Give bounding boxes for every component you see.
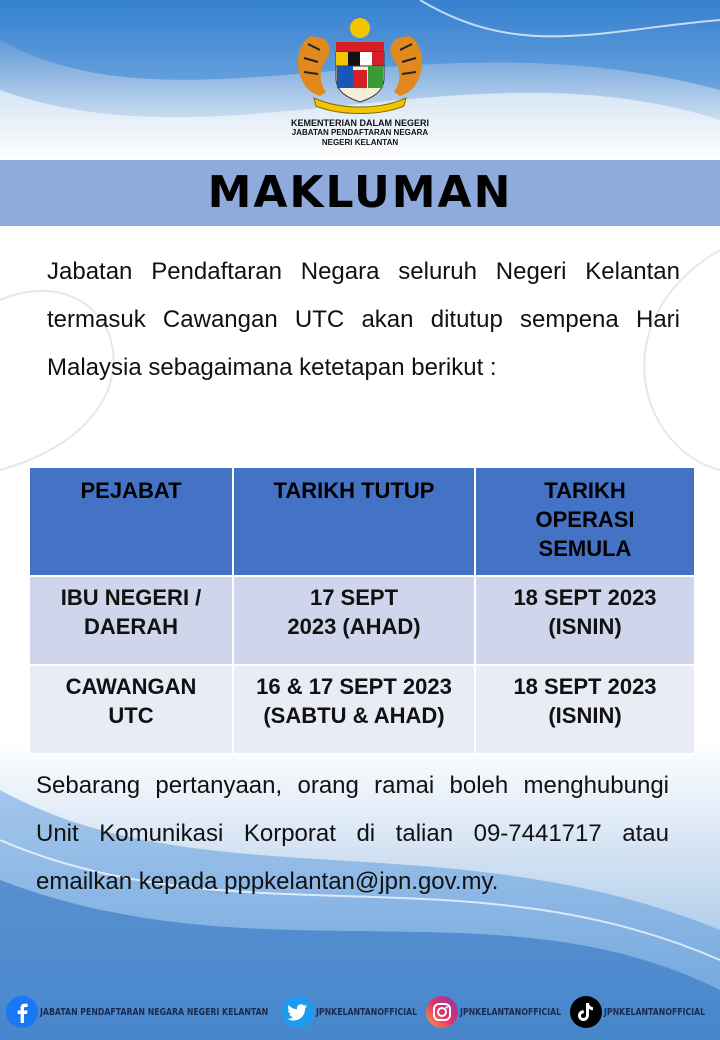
reopening-date-cell: 18 SEPT 2023 (ISNIN) <box>475 576 695 665</box>
tiktok-label: JPNKELANTANOFFICIAL <box>604 1006 706 1018</box>
closing-date-cell: 16 & 17 SEPT 2023 (SABTU & AHAD) <box>233 665 475 754</box>
instagram-icon <box>426 996 458 1028</box>
instagram-label: JPNKELANTANOFFICIAL <box>460 1006 562 1018</box>
header-reopening-date: TARIKH OPERASI SEMULA <box>475 467 695 576</box>
office-cell: CAWANGAN UTC <box>29 665 233 754</box>
coat-of-arms <box>280 14 440 118</box>
state-name: NEGERI KELANTAN <box>321 138 399 147</box>
contact-paragraph: Sebarang pertanyaan, orang ramai boleh menghubungi Unit Komunikasi Korporat di talian 09-7441717 atau emailkan kepada pppkelantan@jpn.gov.my. <box>36 772 669 895</box>
instagram-link[interactable] <box>426 994 590 1030</box>
office-cell: IBU NEGERI / DAERAH <box>29 576 233 665</box>
table-header-row <box>29 467 695 576</box>
closing-date-cell: 17 SEPT 2023 (AHAD) <box>233 576 475 665</box>
tiktok-link[interactable] <box>570 994 720 1030</box>
agency-name <box>260 118 460 148</box>
tiktok-icon <box>570 996 602 1028</box>
schedule-table <box>28 466 696 755</box>
header-office: PEJABAT <box>29 467 233 576</box>
department-name: JABATAN PENDAFTARAN NEGARA <box>291 128 429 137</box>
header-closing-date: TARIKH TUTUP <box>233 467 475 576</box>
twitter-icon <box>282 996 314 1028</box>
facebook-label: JABATAN PENDAFTARAN NEGARA NEGERI KELANTAN <box>40 1006 269 1018</box>
ministry-name: KEMENTERIAN DALAM NEGERI <box>290 118 429 128</box>
malaysia-coat-of-arms-icon <box>280 14 440 118</box>
facebook-icon <box>6 996 38 1028</box>
twitter-link[interactable] <box>282 994 446 1030</box>
table-row <box>29 665 695 754</box>
page-title: MAKLUMAN <box>207 167 513 218</box>
twitter-label: JPNKELANTANOFFICIAL <box>316 1006 418 1018</box>
reopening-date-cell: 18 SEPT 2023 (ISNIN) <box>475 665 695 754</box>
table-row <box>29 576 695 665</box>
social-footer <box>0 990 720 1034</box>
intro-paragraph: Jabatan Pendaftaran Negara seluruh Negeri Kelantan termasuk Cawangan UTC akan ditutup sempena Hari Malaysia sebagaimana ketetapan berikut : <box>47 258 680 381</box>
